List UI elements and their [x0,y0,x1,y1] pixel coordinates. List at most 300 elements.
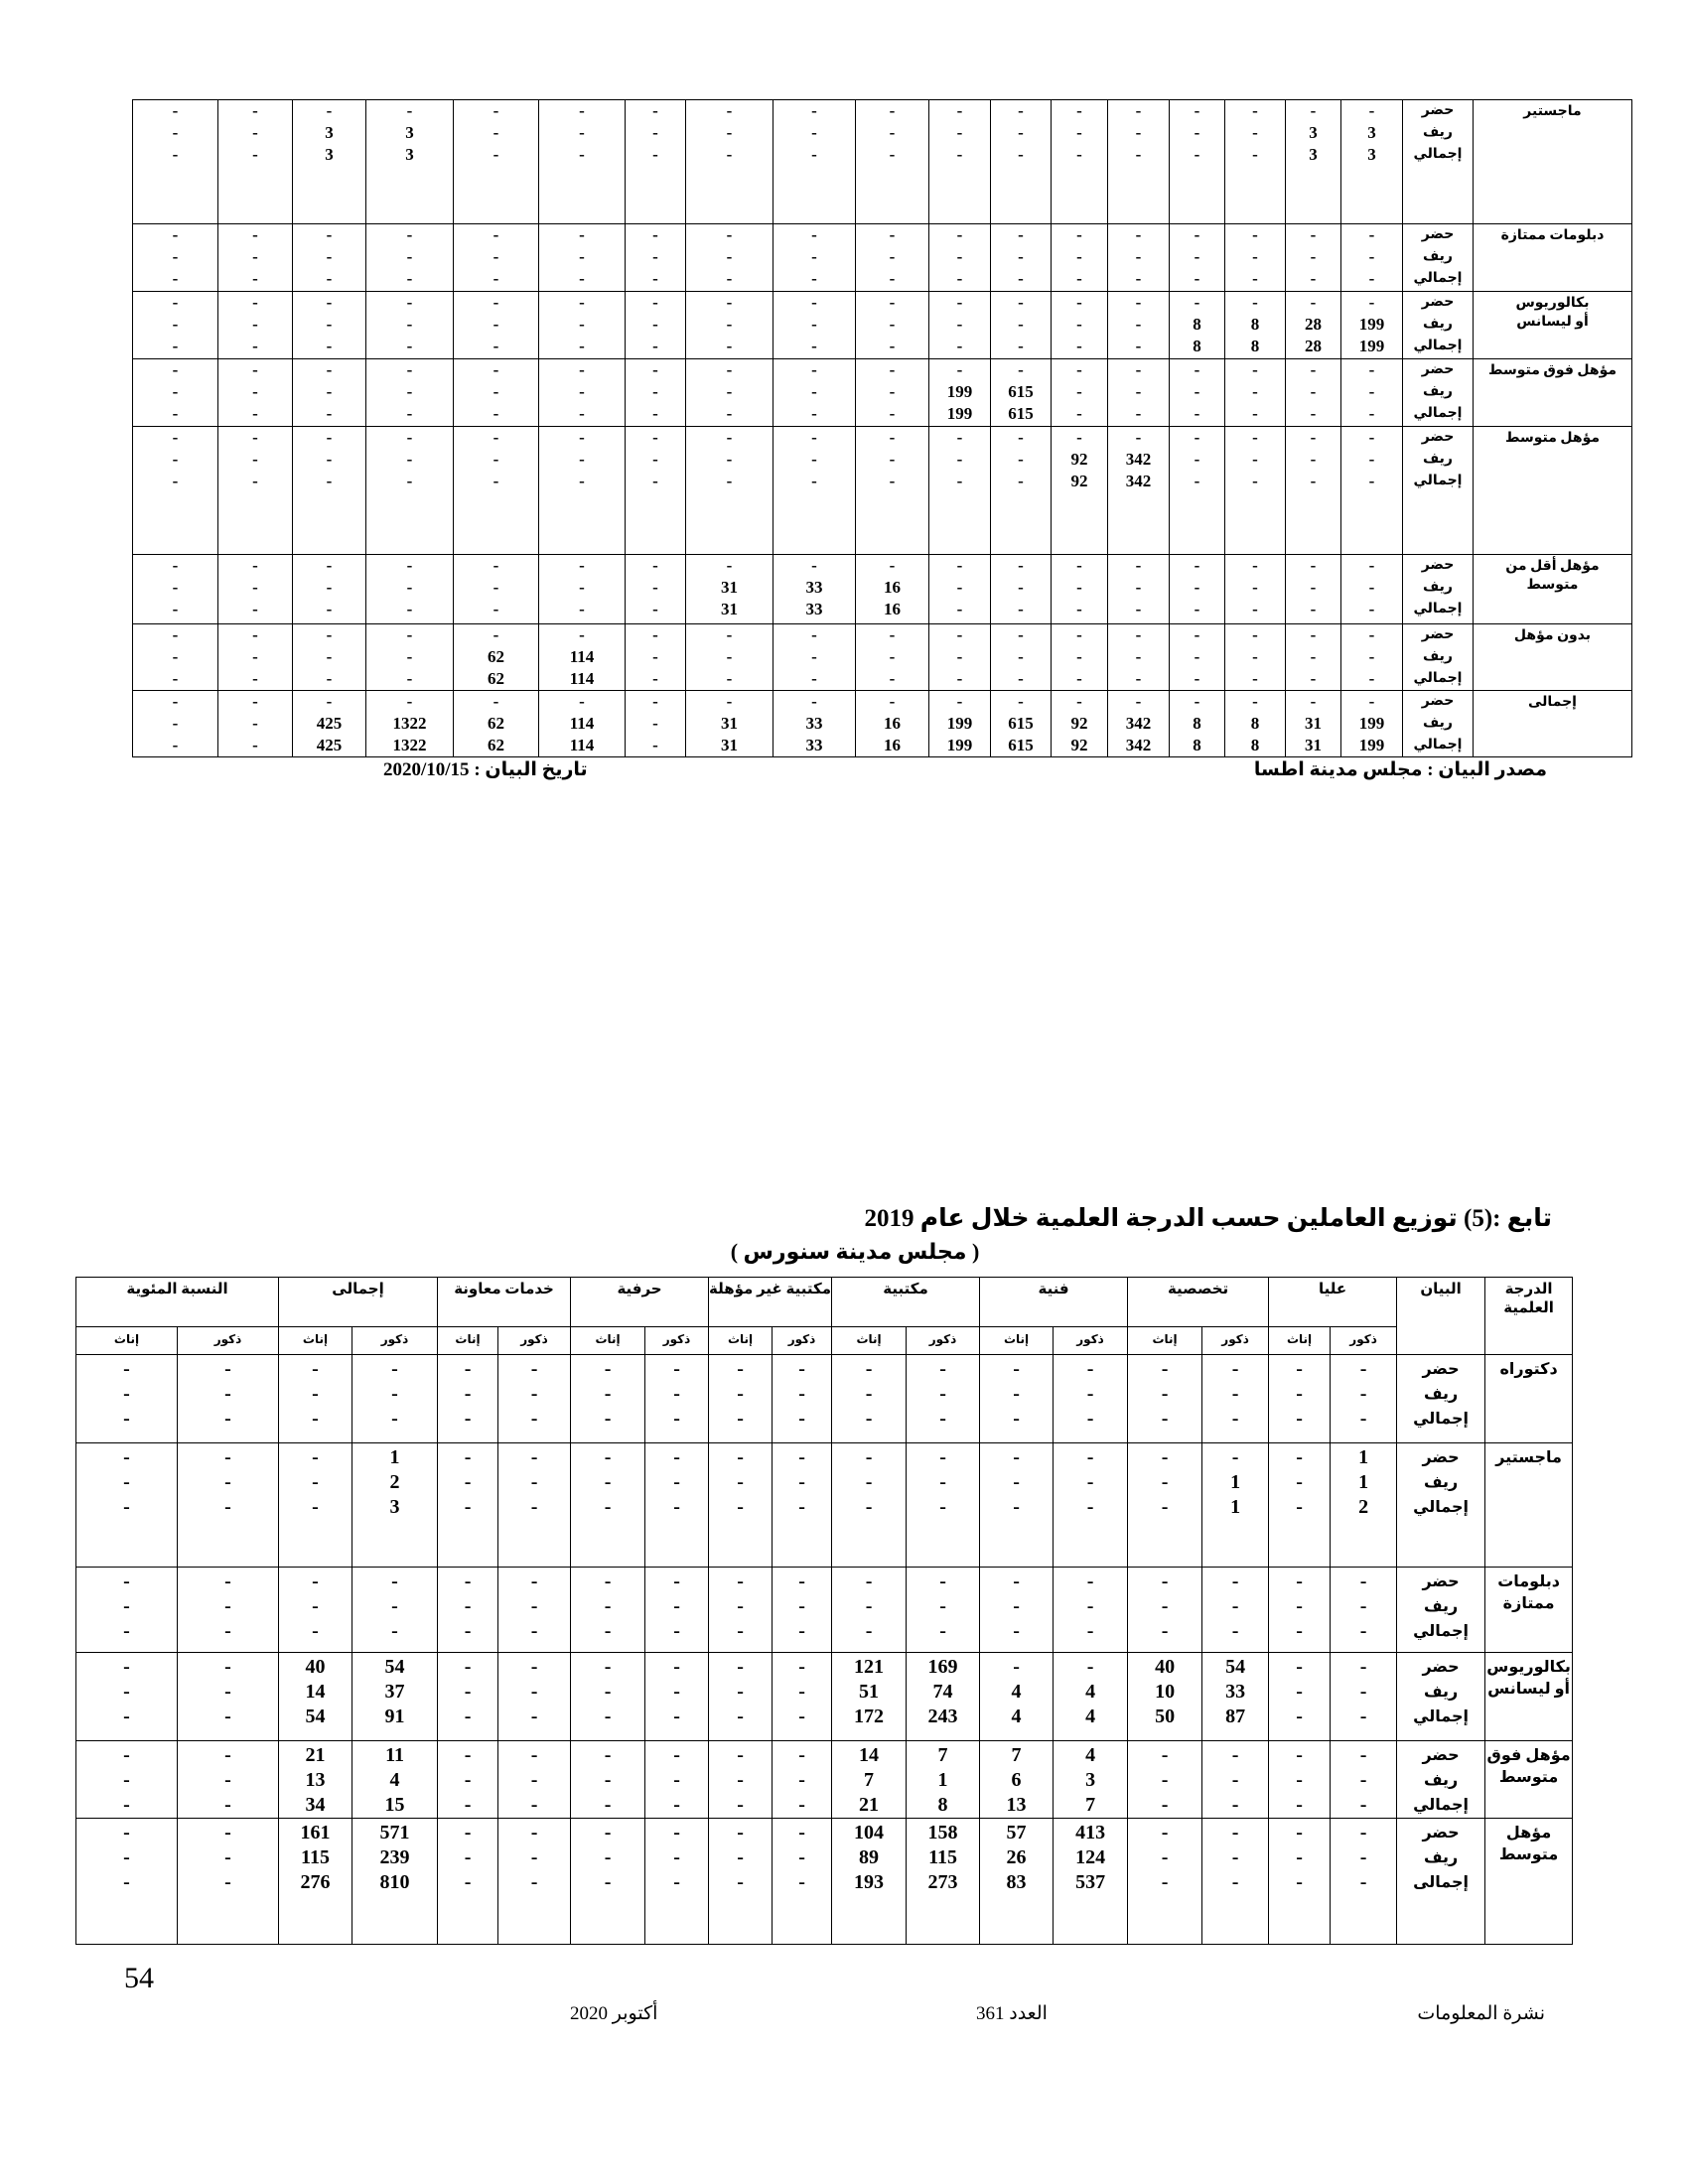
value: - [889,647,896,666]
value: - [1194,578,1200,597]
value: - [889,145,896,164]
value: - [406,647,413,666]
value: - [252,714,258,733]
column-group-header: مكتبية غير مؤهلة [709,1278,832,1327]
value-cell [1170,292,1225,359]
value-cell [1225,224,1286,292]
value: - [1252,472,1258,490]
value: - [1018,692,1024,711]
value: 1 [937,1769,948,1791]
value: - [939,1446,946,1468]
value: - [811,360,817,379]
value-cell [1054,1443,1128,1568]
value: 2 [389,1471,400,1493]
value: 4 [389,1769,400,1791]
value-cell [774,224,856,292]
column-group-header: خدمات معاونة [438,1278,571,1327]
value: - [1194,647,1200,666]
value: - [1359,1408,1367,1430]
value: 243 [927,1706,958,1727]
degree-cell [1485,1443,1573,1568]
value: 62 [488,736,504,754]
value: 33 [1225,1681,1246,1703]
row-label: ريف [1423,1772,1459,1789]
value: 114 [569,669,595,688]
value-cell [279,1568,352,1653]
value-cell [929,292,991,359]
value: 31 [1305,736,1322,754]
value: 537 [1075,1871,1106,1893]
footer-issue: العدد 361 [976,2003,1048,2024]
value: - [604,1681,612,1703]
value: - [737,1408,744,1430]
value-cell [980,1653,1054,1741]
table-row-group [133,359,1632,427]
value: - [652,647,658,666]
value: - [1296,1706,1303,1727]
value: - [652,556,658,575]
value: - [123,1383,130,1405]
row-label: ريف [1423,1386,1459,1403]
value-cell [454,359,539,427]
value: - [604,1496,612,1518]
value: - [956,337,963,355]
value: - [798,1706,805,1727]
value-cell [1331,1819,1397,1945]
value: - [939,1358,946,1380]
value: - [1135,337,1142,355]
value: - [391,1383,398,1405]
value: - [798,1383,805,1405]
value: - [1296,1595,1303,1617]
value: - [579,578,585,597]
value: - [1194,145,1200,164]
value: - [811,404,817,423]
row-label: حضر [1422,1361,1460,1378]
value: - [737,1496,744,1518]
value: - [889,450,896,469]
value: - [1368,247,1375,266]
value: - [326,692,333,711]
value-cell [1170,224,1225,292]
value: - [1296,1871,1303,1893]
value: - [889,101,896,120]
value: - [1252,101,1258,120]
value: - [673,1358,680,1380]
value: - [811,123,817,142]
value: 3 [1367,145,1376,164]
value: 1 [1358,1471,1369,1493]
degree-label: مؤهل فوق متوسط [1487,363,1618,378]
value: - [1086,1446,1094,1468]
value: 273 [927,1871,958,1893]
value: - [312,1358,319,1380]
value: - [464,1656,472,1678]
value: 104 [854,1822,885,1843]
value-cell [907,1568,980,1653]
value: - [1194,472,1200,490]
value: - [464,1383,472,1405]
value-cell [1225,624,1286,691]
value: 33 [805,600,823,618]
value: - [1194,556,1200,575]
value: - [326,247,333,266]
value: - [530,1744,538,1766]
row-label: إجمالي [1413,271,1463,286]
value: - [172,145,179,164]
value: - [224,1620,231,1642]
value: - [1359,1706,1367,1727]
value: - [1359,1656,1367,1678]
value: 413 [1075,1822,1106,1843]
value: - [123,1446,130,1468]
footer-publication: نشرة المعلومات [1417,2003,1545,2024]
row-label: ريف [1423,1598,1459,1615]
value-cell [991,224,1052,292]
value-cell [498,1653,571,1741]
value: - [406,337,413,355]
value: - [406,247,413,266]
value: - [530,1408,538,1430]
value: 28 [1305,315,1322,334]
value: - [889,315,896,334]
value: - [579,625,585,644]
value: - [604,1846,612,1868]
value: - [123,1656,130,1678]
value: - [1135,145,1142,164]
value: 57 [1006,1822,1027,1843]
value: - [604,1570,612,1592]
value: - [1161,1871,1169,1893]
value: - [726,556,733,575]
value: 4 [1085,1744,1096,1766]
value: - [726,145,733,164]
value: - [172,736,179,754]
value: - [530,1471,538,1493]
value: - [1359,1744,1367,1766]
value: - [811,556,817,575]
value: - [1076,647,1082,666]
value: - [1252,382,1258,401]
value: - [1296,1358,1303,1380]
value-cell [1052,100,1108,224]
value: 14 [859,1744,880,1766]
value: - [889,428,896,447]
value: - [737,1822,744,1843]
value-cell [1286,359,1341,427]
value: - [391,1358,398,1380]
value: - [1231,1871,1239,1893]
value: - [224,1681,231,1703]
value: - [492,337,499,355]
value: - [1076,692,1082,711]
value: 810 [379,1871,410,1893]
value-cell [1341,359,1403,427]
value-cell [1128,1741,1202,1819]
value: - [1359,1794,1367,1816]
value: - [1076,578,1082,597]
value: - [737,1358,744,1380]
value: - [889,247,896,266]
value: - [798,1656,805,1678]
value-cell [133,359,218,427]
value-cell [1341,292,1403,359]
value-cell [571,1568,645,1653]
table-row-group [133,224,1632,292]
value: - [172,404,179,423]
value: - [326,382,333,401]
value-cell [1341,224,1403,292]
value: - [172,578,179,597]
value: - [652,293,658,312]
value-cell [1170,555,1225,624]
degree-label: مؤهل فوق [1486,1747,1571,1764]
value: 33 [805,736,823,754]
value-cell [539,691,626,757]
value: - [1076,145,1082,164]
degree-cell [1474,427,1632,555]
value: - [1013,1496,1020,1518]
value: - [1135,625,1142,644]
value: - [1194,404,1200,423]
atsa-council-table [132,99,1632,757]
male-subheader: ذكور [1054,1327,1128,1355]
value: - [1194,293,1200,312]
value-cell [832,1819,907,1945]
value-cell [366,624,454,691]
value: - [406,472,413,490]
value: - [252,669,258,688]
value-cell [929,624,991,691]
value-cell [218,359,293,427]
value: - [865,1383,873,1405]
value: - [956,692,963,711]
value: - [1194,428,1200,447]
value: 3 [1367,123,1376,142]
value: - [1135,669,1142,688]
value-cell [1202,1741,1269,1819]
degree-label: أو ليسانس [1487,1681,1571,1698]
value: 21 [859,1794,880,1816]
value: - [530,1871,538,1893]
value: - [956,293,963,312]
value: - [579,404,585,423]
value: - [889,556,896,575]
degree-cell [1485,1355,1573,1443]
value: - [652,736,658,754]
value: - [252,247,258,266]
value: - [1310,225,1317,244]
value: - [492,450,499,469]
value: - [1161,1496,1169,1518]
value-cell [774,427,856,555]
value: - [1135,578,1142,597]
value: - [956,315,963,334]
statement-column-header: البيان [1397,1278,1485,1355]
value: - [1231,1408,1239,1430]
value: 1 [1358,1446,1369,1468]
value: - [172,293,179,312]
degree-cell [1474,359,1632,427]
value: - [798,1408,805,1430]
value: - [737,1595,744,1617]
value: - [530,1681,538,1703]
value: - [1018,293,1024,312]
value: - [811,382,817,401]
value-cell [1170,691,1225,757]
header-row-groups [76,1278,1573,1327]
value: - [737,1846,744,1868]
table-body [133,100,1632,757]
degree-cell [1474,100,1632,224]
value-cell [626,224,686,292]
value: - [1368,578,1375,597]
table-row-group [133,427,1632,555]
value: - [464,1358,472,1380]
degree-label: ماجستير [1523,104,1582,119]
value-cell [1052,427,1108,555]
value: 8 [1193,337,1201,355]
value-cell [686,292,774,359]
value: 3 [325,145,334,164]
value: - [406,625,413,644]
value-cell [1286,224,1341,292]
value: - [956,247,963,266]
value-cell [1170,359,1225,427]
value: - [798,1769,805,1791]
value: - [1252,556,1258,575]
value: 124 [1075,1846,1106,1868]
value-cell [352,1568,438,1653]
value-cell [1108,555,1170,624]
value: - [1296,1681,1303,1703]
value: - [1368,625,1375,644]
value: - [1296,1496,1303,1518]
value: - [1161,1383,1169,1405]
value: - [1359,1570,1367,1592]
value: 8 [1193,736,1201,754]
value: - [1231,1794,1239,1816]
row-label: حضر [1421,627,1455,642]
value: - [1076,600,1082,618]
value: 54 [305,1706,326,1727]
value-cell [1108,624,1170,691]
value: - [1194,360,1200,379]
value: - [673,1620,680,1642]
value-cell [929,100,991,224]
value: 4 [1011,1706,1022,1727]
value: - [312,1383,319,1405]
value: - [123,1769,130,1791]
value: - [726,269,733,288]
degree-label: ممتازة [1502,1595,1555,1612]
value-cell [991,359,1052,427]
value: - [726,472,733,490]
value: - [673,1595,680,1617]
value: - [673,1496,680,1518]
value: - [956,360,963,379]
value-cell [1052,292,1108,359]
value: - [326,404,333,423]
value: - [1086,1358,1094,1380]
value-cell [686,624,774,691]
value: - [406,692,413,711]
value: - [798,1471,805,1493]
value-cell [626,427,686,555]
value: - [1135,225,1142,244]
value: - [939,1620,946,1642]
value: - [326,360,333,379]
value: - [1076,269,1082,288]
value-cell [498,1355,571,1443]
female-subheader: إناث [279,1327,352,1355]
row-label: ريف [1423,1849,1459,1866]
value: - [1252,404,1258,423]
value: - [652,145,658,164]
value: - [1076,293,1082,312]
row-label: حضر [1421,430,1455,445]
value: - [123,1681,130,1703]
value-cell [1108,224,1170,292]
value: - [1252,692,1258,711]
value: 615 [1008,714,1034,733]
row-label: ريف [1423,384,1453,399]
value: - [224,1383,231,1405]
value-cell [1054,1355,1128,1443]
value: - [811,225,817,244]
degree-cell [1485,1741,1573,1819]
value: - [326,293,333,312]
value: - [1018,337,1024,355]
value: - [865,1408,873,1430]
value-cell [1128,1819,1202,1945]
value: - [1161,1769,1169,1791]
value-cell [1225,427,1286,555]
value-cell [709,1568,773,1653]
value: - [889,692,896,711]
value: - [673,1871,680,1893]
value: - [312,1408,319,1430]
value: - [939,1595,946,1617]
value-cell [366,427,454,555]
value: - [464,1595,472,1617]
value: - [1310,556,1317,575]
value-cell [626,555,686,624]
value: - [726,450,733,469]
value: - [123,1706,130,1727]
value-cell [709,1819,773,1945]
value: - [1252,600,1258,618]
value-cell [293,224,366,292]
value: - [956,428,963,447]
value: - [172,337,179,355]
value: - [464,1408,472,1430]
value: - [1013,1383,1020,1405]
value: - [464,1822,472,1843]
value: - [172,382,179,401]
value: - [737,1769,744,1791]
value: - [1310,404,1317,423]
value-cell [366,555,454,624]
value: - [737,1706,744,1727]
value-cell [1331,1568,1397,1653]
value: - [673,1656,680,1678]
value: - [1368,382,1375,401]
value-cell [1054,1653,1128,1741]
value-cell [352,1443,438,1568]
value-cell [1052,624,1108,691]
value: 8 [1250,315,1260,334]
